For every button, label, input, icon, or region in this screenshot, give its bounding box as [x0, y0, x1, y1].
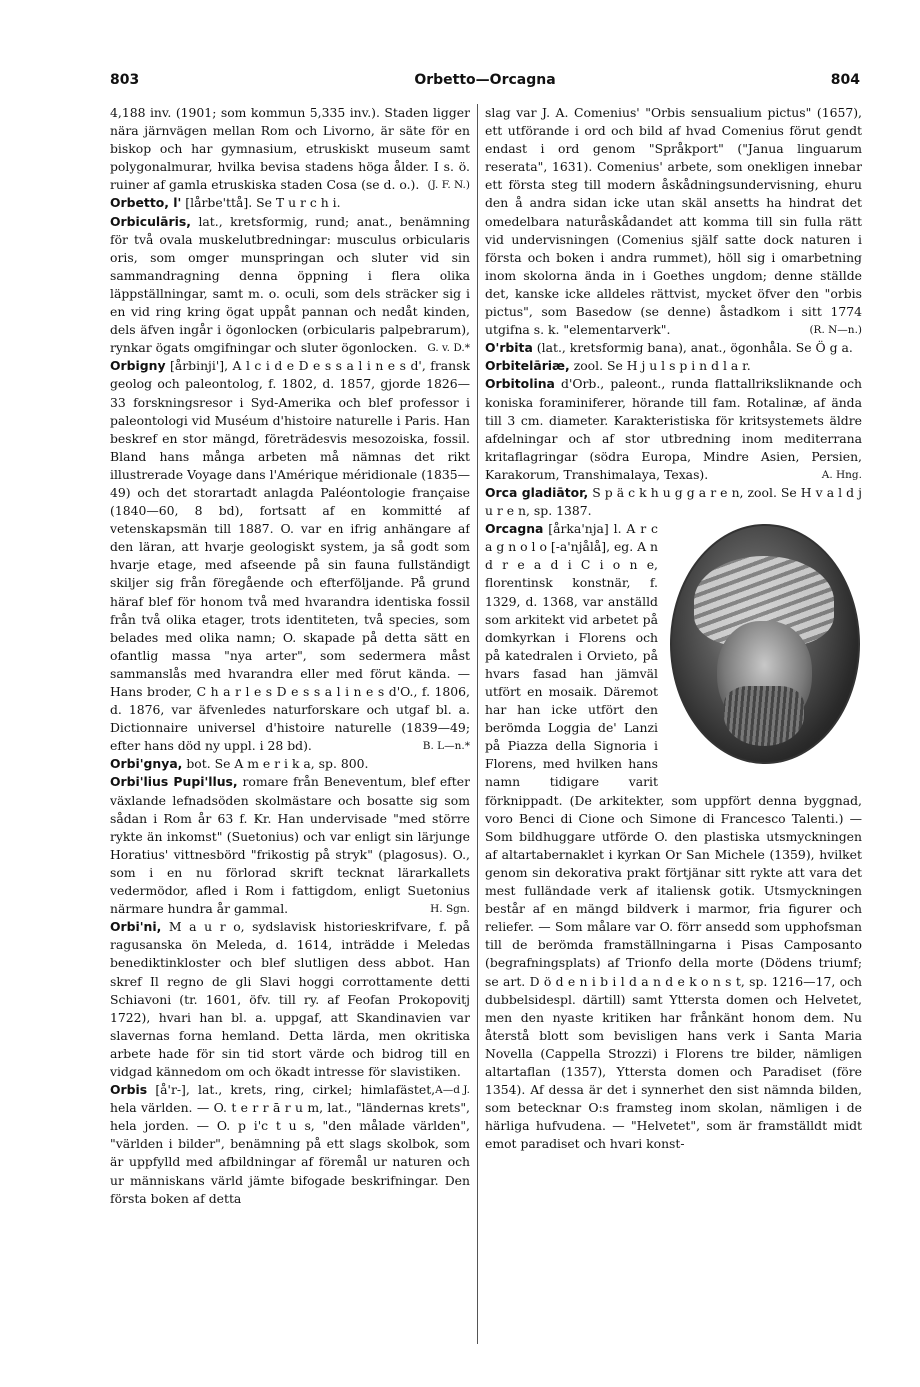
- entry-orbis: Orbis [å'r-], lat., krets, ring, cirkel; himlafästet, hela världen. — O. t e r r ā r u m, lat., "ländernas krets", hela jorden. — O. p i'c t u s, "den målade världen", "världen i bilder", benämning på ett slags skolbok, som är uppfylld med afbildningar af föremål ur naturen och ur människans värld jämte bifogade beskrifningar. Den första boken af detta: [110, 1082, 470, 1206]
- entry-head: Orbi'gnya,: [110, 756, 183, 772]
- beard-shape: [724, 686, 804, 746]
- signature: G. v. D.*: [427, 342, 470, 355]
- entry-head: Orbi'lius Pupi'llus,: [110, 774, 238, 790]
- entry-orbignya: Orbi'gnya, bot. Se A m e r i k a, sp. 800.: [110, 756, 369, 772]
- page-title: Orbetto—Orcagna: [414, 72, 556, 88]
- entry-orbini: Orbi'ni, M a u r o, sydslavisk historieskrifvare, f. på ragusanska ön Meleda, d. 1614, inträdde i Meledas benediktinkloster och blef slutligen dess abbot. Han skref Il regno de gli Slavi hoggi corrottamente detti Schiavoni (tr. 1601, öfv. till ry. af Feofan Prokopovitj 1722), hvari han bl. a. uppgaf, att Skandinavien var slavernas forna hemland. Detta lärda, men okritiska arbete hade för sin tid stort värde och bidrog till en vidgad kännedom om och ökadt intresse för slavistiken. A—d J.: [110, 918, 470, 1081]
- entry-orbetello-cont: 4,188 inv. (1901; som kommun 5,335 inv.). Staden ligger nära järnvägen mellan Rom och Livorno, är säte för en biskop och har gymnasium, etruskiskt museum samt polygonalmurar, hvilka bevisa stadens höga ålder. I s. ö. ruiner af gamla etruskiska staden Cosa (se d. o.). (J. F. N.): [110, 104, 470, 194]
- entry-head: Orbitolina: [485, 376, 555, 392]
- page-number-right: 804: [830, 72, 860, 88]
- entry-orbita: O'rbita (lat., kretsformig bana), anat., ögonhåla. Se Ö g a.: [485, 340, 853, 356]
- entry-head: Orbiculāris,: [110, 213, 191, 229]
- entry-head: O'rbita: [485, 340, 533, 356]
- entry-orbigny: Orbigny [årbinji'], A l c i d e D e s s a l i n e s d', fransk geolog och paleontolog, f. 1802, d. 1857, gjorde 1826—33 forskningsresor i Syd-Amerika och blef professor i paleontologi vid Muséum d'histoire naturelle i Paris. Han beskref en stor mängd, företrädesvis mesozoiska, fossil. Bland hans många arbeten må nämnas det rikt illustrerade Voyage dans l'Amérique méridionale (1835—49) och det storartadt anlagda Paléontologie française (1840—60, 8 bd), fortsatt af en kommitté af vetenskapsmän till 1887. O. var en ifrig anhängare af den läran, att hvarje geologiskt system, ja så godt som hvarje etage, med afseende på sin fauna fullständigt skiljer sig från föregående och efterföljande. På grund häraf blef för honom två med hvarandra identiska fossil från två olika etager, trots identiteten, två species, som belades med olika namn; O. skapade på detta sätt en ofantlig massa "nya arter", som sedermera måst sammanslås med hvarandra eller med förut kända. — Hans broder, C h a r l e s D e s s a l i n e s d'O., f. 1806, d. 1876, var äfvenledes naturforskare och utgaf bl. a. Dictionnaire universel d'histoire naturelle (1839—49; efter hans död ny uppl. i 28 bd). B. L—n.*: [110, 357, 470, 755]
- entry-orbitolina: Orbitolina d'Orb., paleont., runda flattallriksliknande och koniska foraminiferer, hörande till fam. Rotalinæ, af ända till 3 cm. diameter. Karakteristiska för kritsystemets äldre afdelningar och af stor utbredning inom mediterrana kritaflagringar (södra Europa, Mindre Asien, Persien, Karakorum, Transhimalaya, Texas). A. Hng.: [485, 375, 862, 484]
- signature: A—d J.: [435, 1084, 470, 1097]
- left-column: [110, 104, 470, 1344]
- signature: H. Sgn.: [430, 903, 470, 916]
- entry-head: Orca gladiātor,: [485, 484, 589, 500]
- right-column: [485, 104, 862, 1344]
- entry-head: Orbetto, l': [110, 195, 182, 211]
- entry-orca: Orca gladiātor, S p ä c k h u g g a r e n, zool. Se H v a l d j u r e n, sp. 1387.: [485, 484, 862, 519]
- signature: A. Hng.: [821, 468, 862, 481]
- entry-head: Orbi'ni,: [110, 919, 162, 935]
- signature: (R. N—n.): [809, 324, 862, 337]
- entry-orbitelariae: Orbitelāriæ, zool. Se H j u l s p i n d l a r.: [485, 358, 751, 374]
- signature: B. L—n.*: [422, 740, 470, 753]
- entry-orbetto: Orbetto, l' [lårbe'ttå]. Se T u r c h i.: [110, 195, 341, 211]
- page-number-left: 803: [110, 72, 140, 88]
- entry-head: Orbigny: [110, 358, 166, 374]
- entry-head: Orbis: [110, 1082, 148, 1098]
- column-divider: [477, 104, 478, 1344]
- page-header: [110, 72, 860, 96]
- entry-head: Orbitelāriæ,: [485, 358, 570, 374]
- entry-orbicularis: Orbiculāris, lat., kretsformig, rund; anat., benämning för två ovala muskelutbredningar: musculus orbicularis oris, som omger munspringan och sluter vid sin sammandragning denna öppning i flera olika läppställningar, samt m. o. oculi, som dels sträcker sig i en vid ring kring ögat uppåt pannan och nedåt kinden, dels äfven ingår i ögonlocken (orbicularis palpebrarum), rynkar ögats omgifningar och sluter ögonlocken. G. v. D.*: [110, 213, 470, 358]
- orcagna-portrait-figure: [664, 524, 862, 774]
- portrait-image: [670, 524, 860, 764]
- signature: (J. F. N.): [427, 179, 470, 192]
- entry-orcagna: Orcagna [årka'nja] l. A r c a g n o l o [-a'njålå], eg. A n d r e a d i C i o n e, florentinsk konstnär, f. 1329, d. 1368, var anställd som arkitekt vid arbetet på domkyrkan i Florens och på katedralen i Orvieto, på hvars fasad han jämväl utfört en mosaik. Däremot har han icke utfört den berömda Loggia de' Lanzi på Piazza della Signoria i Florens, med hvilken hans namn tidigare varit förknippadt. (De arkitekter, som uppfört denna byggnad, voro Benci di Cione och Simone di Francesco Talenti.) — Som bildhuggare utförde O. den plastiska utsmyckningen af altartabernaklet i kyrkan Or San Michele (1359), hvilket genom sin dekorativa prakt förtjänar sitt rykte att vara det mest fulländade verk af italiensk gotik. Utsmyckningen består af en mängd bildverk i marmor, fria figurer och reliefer. — Som målare var O. förr ansedd som upphofsman till de berömda framställningarna i Pisas Camposanto (begrafningsplats) af Trionfo della morte (Dödens triumf; se art. D ö d e n i b i l d a n d e k o n s t, sp. 1216—17, och dubbelsidespl. därtill) samt Yttersta domen och Helvetet, men den nyaste kritiken har frånkänt honom dem. Nu återstå blott som bevisligen hans verk i Santa Maria Novella (Cappella Strozzi) i Florens tre bilder, nämligen altartaflan (1357), Yttersta domen och Paradiset (före 1354). Af dessa är det i synnerhet den sist nämnda bilden, som betecknar O:s framsteg inom skolan, nämligen i de härliga hufvudena. — "Helvetet", som är framställdt midt emot paradiset och hvari konst-: [485, 521, 862, 1152]
- entry-orbilius: Orbi'lius Pupi'llus, romare från Beneventum, blef efter växlande lefnadsöden skolmästare och bosatte sig som sådan i Rom år 63 f. Kr. Han undervisade "med större rykte än inkomst" (Suetonius) och var enligt sin lärjunge Horatius' vittnesbörd "frikostig på stryk" (plagosus). O., som i en nu förlorad skrift tecknat lärarkallets vedermödor, afled i Rom i fattigdom, enligt Suetonius närmare hundra år gammal. H. Sgn.: [110, 773, 470, 918]
- entry-head: Orcagna: [485, 521, 544, 537]
- entry-orbis-cont: slag var J. A. Comenius' "Orbis sensualium pictus" (1657), ett utförande i ord och bild af hvad Comenius förut gendt endast i ord genom "Språkport" ("Janua linguarum reserata", 1631). Comenius' arbete, som onekligen innebar ett första steg till modern åskådningsundervisning, ehuru den å andra sidan icke utan skäl ansetts ha hindrat det omedelbara naturåskådandet att komma till sin fulla rätt vid undervisningen (Comenius själf satte dock naturen i första och boken i andra rummet), höll sig i omarbetning inom skolorna ända in i Goethes ungdom; denne ställde det, kanske icke alldeles rättvist, mycket öfver den "orbis pictus", som Basedow (se denne) åstadkom i sitt 1774 utgifna s. k. "elementarverk". (R. N—n.): [485, 104, 862, 339]
